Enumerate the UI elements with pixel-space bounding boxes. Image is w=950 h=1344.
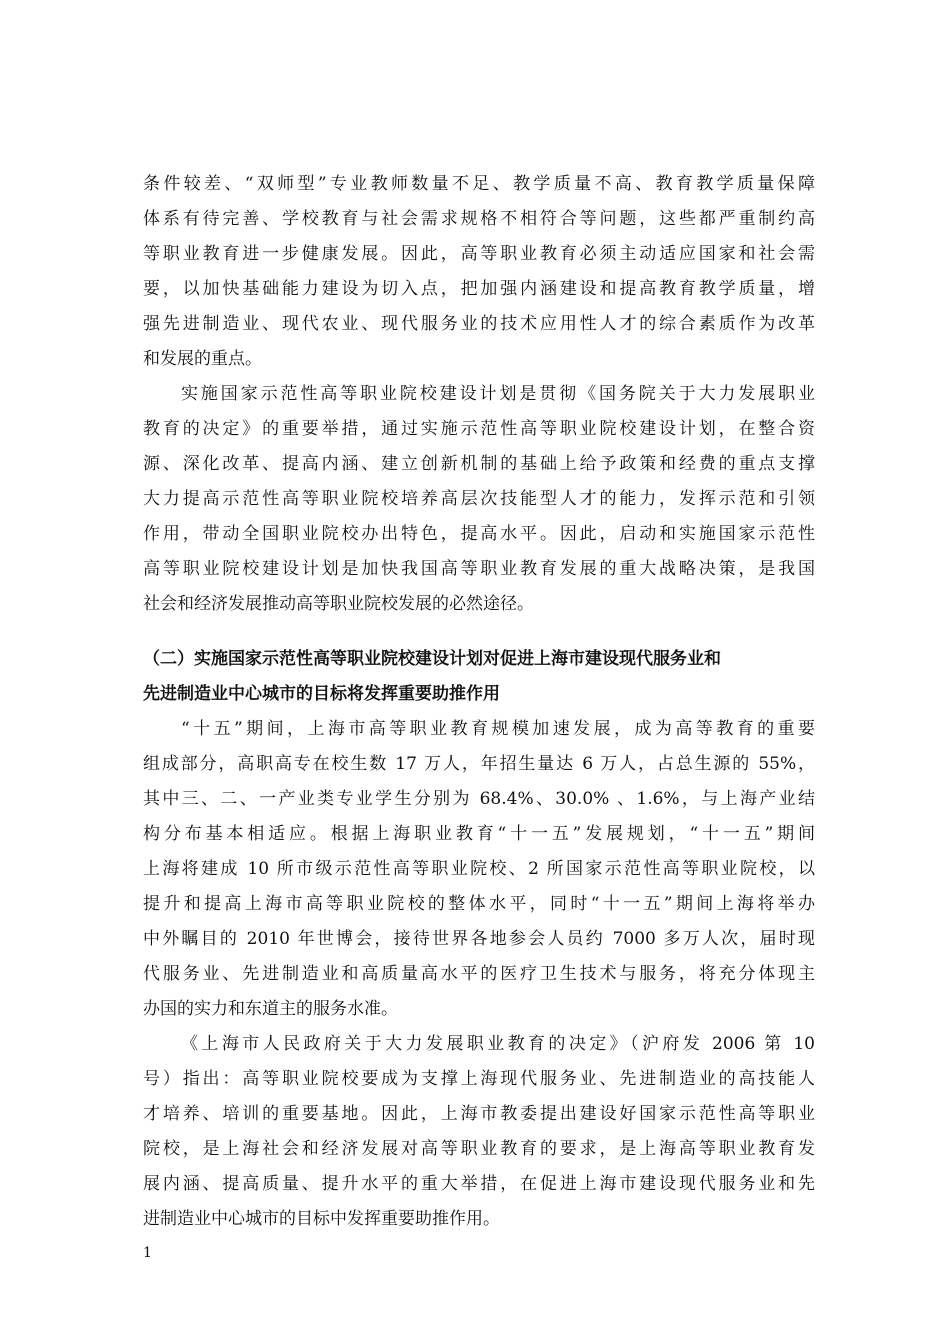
- text-line: 作用，带动全国职业院校办出特色，提高水平。因此，启动和实施国家示范性: [143, 524, 815, 544]
- heading-line: （二）实施国家示范性高等职业院校建设计划对促进上海市建设现代服务业和: [143, 649, 721, 669]
- text-line: 社会和经济发展推动高等职业院校发展的必然途径。: [143, 594, 534, 614]
- text-line: 中外瞩目的 2010 年世博会，接待世界各地参会人员约 7000 多万人次，届时现: [143, 929, 815, 949]
- text-line: 强先进制造业、现代农业、现代服务业的技术应用性人才的综合素质作为改革: [143, 314, 815, 334]
- text-line: 教育的决定》的重要举措，通过实施示范性高等职业院校建设计划，在整合资: [143, 419, 815, 439]
- text-line: 源、深化改革、提高内涵、建立创新机制的基础上给予政策和经费的重点支撑: [143, 454, 815, 474]
- text-line: 高等职业院校建设计划是加快我国高等职业教育发展的重大战略决策，是我国: [143, 559, 815, 579]
- text-line: 提升和提高上海市高等职业院校的整体水平，同时“十一五”期间上海将举办: [143, 894, 815, 914]
- text-line: 号）指出：高等职业院校要成为支撑上海现代服务业、先进制造业的高技能人: [143, 1069, 815, 1089]
- text-line: 才培养、培训的重要基地。因此，上海市教委提出建设好国家示范性高等职业: [143, 1104, 815, 1124]
- text-line: 进制造业中心城市的目标中发挥重要助推作用。: [143, 1209, 500, 1229]
- text-line: 组成部分，高职高专在校生数 17 万人，年招生量达 6 万人，占总生源的 55%，: [143, 754, 815, 774]
- text-line: 上海将建成 10 所市级示范性高等职业院校、2 所国家示范性高等职业院校，以: [143, 859, 815, 879]
- text-line: 和发展的重点。: [143, 349, 262, 369]
- text-line: 《上海市人民政府关于大力发展职业教育的决定》（沪府发 2006 第 10: [181, 1034, 815, 1054]
- text-line: 体系有待完善、学校教育与社会需求规格不相符合等问题，这些都严重制约高: [143, 209, 815, 229]
- text-line: 办国的实力和东道主的服务水准。: [143, 999, 398, 1019]
- page-number: 1: [143, 1245, 152, 1261]
- text-line: 院校，是上海社会和经济发展对高等职业教育的要求，是上海高等职业教育发: [143, 1139, 815, 1159]
- text-line: “十五”期间，上海市高等职业教育规模加速发展，成为高等教育的重要: [181, 719, 815, 739]
- text-line: 大力提高示范性高等职业院校培养高层次技能型人才的能力，发挥示范和引领: [143, 489, 815, 509]
- text-line: 条件较差、“双师型”专业教师数量不足、教学质量不高、教育教学质量保障: [143, 174, 815, 194]
- text-line: 代服务业、先进制造业和高质量高水平的医疗卫生技术与服务，将充分体现主: [143, 964, 815, 984]
- text-line: 构分布基本相适应。根据上海职业教育“十一五”发展规划，“十一五”期间: [143, 824, 815, 844]
- text-line: 等职业教育进一步健康发展。因此，高等职业教育必须主动适应国家和社会需: [143, 244, 815, 264]
- text-line: 实施国家示范性高等职业院校建设计划是贯彻《国务院关于大力发展职业: [181, 384, 815, 404]
- text-line: 展内涵、提高质量、提升水平的重大举措，在促进上海市建设现代服务业和先: [143, 1174, 815, 1194]
- text-line: 要，以加快基础能力建设为切入点，把加强内涵建设和提高教育教学质量，增: [143, 279, 815, 299]
- heading-line: 先进制造业中心城市的目标将发挥重要助推作用: [143, 684, 500, 704]
- text-line: 其中三、二、一产业类专业学生分别为 68.4%、30.0% 、1.6%，与上海产业结: [143, 789, 815, 809]
